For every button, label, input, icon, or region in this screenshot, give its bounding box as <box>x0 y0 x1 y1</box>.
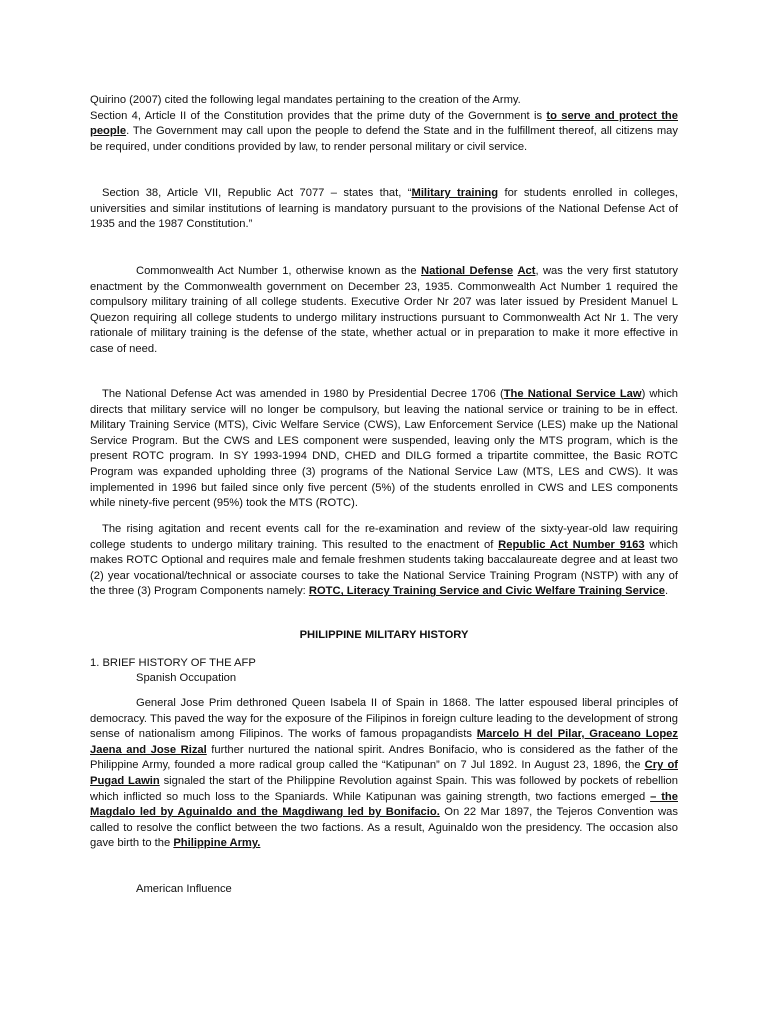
emphasis-national-service-law: The National Service Law <box>503 388 642 400</box>
section-title-afp: 1. BRIEF HISTORY OF THE AFP <box>90 657 256 669</box>
paragraph-legal-mandates: Quirino (2007) cited the following legal mandates pertaining to the creation of the Army. Section 4, Article II of the Constitution provides that the prime duty of the Government is to serve and protect the people. The Government may call upon the people to defend the State and in the fulfillment thereof, all citizens may be required, under conditions provided by law, to render personal military or civil service. <box>90 94 678 153</box>
emphasis-ra-9163: Republic Act Number 9163 <box>498 538 645 551</box>
paragraph-ra-7077: Section 38, Article VII, Republic Act 7077 – states that, “Military training for students enrolled in colleges, universities and similar institutions of learning is mandatory pursuant to the provisions of the National Defense Act of 1935 and the 1987 Constitution.” <box>90 187 679 231</box>
paragraph-ra-9163: The rising agitation and recent events call for the re-examination and review of the sixty-year-old law requiring college students to undergo military training. This resulted to the enactment of Republic Act Number 9163 which makes ROTC Optional and requires male and female freshmen students taking baccalaureate degree and at least two (2) year vocational/technical or associate courses to take the National Service Training Program (NSTP) with any of the three (3) Program Components namely: ROTC, Literacy Training Service and Civic Welfare Training Service. <box>90 523 678 598</box>
emphasis-military-training: Military training <box>411 187 499 199</box>
emphasis-serve-protect: to serve and protect the people <box>90 109 678 138</box>
paragraph-national-service-law: The National Defense Act was amended in 1980 by Presidential Decree 1706 (The National Service Law) which directs that military service will no longer be compulsory, but leaving the national service or training to be in effect. Military Training Service (MTS), Civic Welfare Service (CWS), Law Enforcement Service (LES) make up the National Service Program. But the CWS and LES component were suspended, leaving only the MTS program, which is the present ROTC program. In SY 1993-1994 DND, CHED and DILG formed a tripartite committee, the Basic ROTC Program was expanded upholding three (3) programs of the National Service Law (MTS, LES and CWS). It was implemented in 1996 but failed since only five percent (5%) of the students enrolled in CWS and LES components while ninety-five percent (95%) took the MTS (ROTC). <box>90 388 679 510</box>
emphasis-factions: – the Magdalo led by Aguinaldo and the Magdiwang led by Bonifacio. <box>90 790 678 819</box>
emphasis-program-components: ROTC, Literacy Training Service and Civic Welfare Training Service <box>308 585 665 598</box>
intro-line: Quirino (2007) cited the following legal mandates pertaining to the creation of the Army. <box>90 94 521 106</box>
emphasis-propagandists: Marcelo H del Pilar, Graceano Lopez Jaena and Jose Rizal <box>90 728 678 756</box>
emphasis-national-defense: National Defense <box>421 265 514 277</box>
subsection-american-influence: American Influence <box>136 883 232 895</box>
emphasis-philippine-army: Philippine Army. <box>173 837 261 850</box>
section-heading: PHILIPPINE MILITARY HISTORY <box>299 629 469 641</box>
emphasis-cry-pugad-lawin: Cry of Pugad Lawin <box>90 759 678 787</box>
subsection-spanish-occupation: Spanish Occupation <box>136 672 237 684</box>
paragraph-commonwealth-act: Commonwealth Act Number 1, otherwise known as the National Defense Act, was the very first statutory enactment by the Commonwealth government on December 23, 1935. Commonwealth Act Number 1 required the compulsory military training of all college students. Executive Order Nr 207 was later issued by President Manuel L Quezon requiring all college students to undergo military instructions pursuant to Commonwealth Act Nr 1. The very rationale of military training is the defense of the state, whether actual or in preparation to make it more effective in case of need. <box>90 265 678 355</box>
emphasis-act: Act <box>517 265 536 277</box>
paragraph-spanish-history: General Jose Prim dethroned Queen Isabela II of Spain in 1868. The latter espoused liberal principles of democracy. This paved the way for the exposure of the Filipinos in foreign culture leading to the development of strong sense of nationalism among Filipinos. The works of famous propagandists Marcelo H del Pilar, Graceano Lopez Jaena and Jose Rizal further nurtured the national spirit. Andres Bonifacio, who is considered as the father of the Philippine Army, founded a more radical group called the “Katipunan” on 7 Jul 1892. In August 23, 1896, the Cry of Pugad Lawin signaled the start of the Philippine Revolution against Spain. This was followed by pockets of rebellion which inflicted so much loss to the Spaniards. While Katipunan was gaining strength, two factions emerged – the Magdalo led by Aguinaldo and the Magdiwang led by Bonifacio. On 22 Mar 1897, the Tejeros Convention was called to resolve the conflict between the two factions. As a result, Aguinaldo won the presidency. The occasion also gave birth to the Philippine Army. <box>90 697 679 850</box>
